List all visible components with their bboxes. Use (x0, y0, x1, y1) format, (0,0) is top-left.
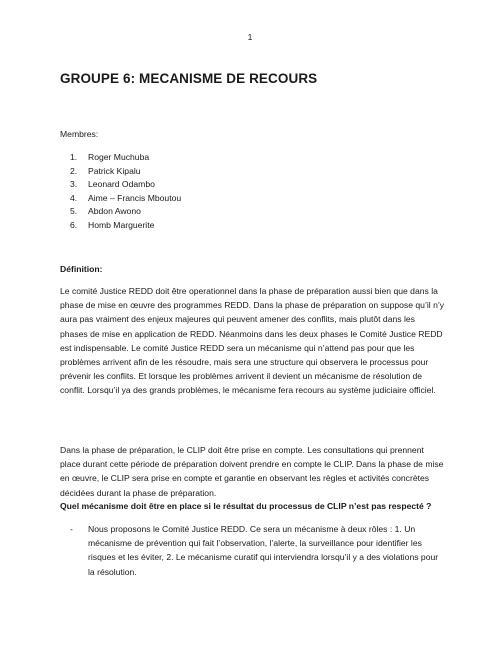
definition-heading: Définition: (60, 264, 103, 274)
member-name: Leonard Odambo (88, 179, 155, 190)
member-number: 2. (70, 165, 78, 176)
bullet-dash: - (70, 524, 73, 534)
member-item (70, 205, 181, 219)
member-number: 1. (70, 152, 78, 162)
member-name: Patrick Kipalu (88, 165, 141, 176)
member-item (70, 219, 181, 233)
member-name: Homb Marguerite (88, 219, 155, 230)
member-number: 3. (70, 179, 78, 190)
member-item (70, 151, 181, 165)
bullet-text: Nous proposons le Comité Justice REDD. Ce sera un mécanisme à deux rôles : 1. Un mécanisme de prévention qui fait l’observation, l’alerte, la surveillance pour identifier les risques et les éviter, 2. Le mécanisme curatif qui interviendra lorsqu’il y a des violations pour la résolution. (88, 524, 439, 577)
member-number: 5. (70, 206, 78, 217)
page-number: 1 (247, 32, 253, 42)
member-list (70, 151, 181, 233)
member-number: 6. (70, 219, 78, 230)
members-label: Membres: (60, 129, 99, 139)
question-heading: Quel mécanisme doit être en place si le résultat du processus de CLIP n’est pas respecté ? (60, 501, 432, 511)
member-item (70, 192, 181, 206)
document-title: GROUPE 6: MECANISME DE RECOURS (60, 71, 318, 86)
member-item (70, 178, 181, 192)
member-name: Roger Muchuba (88, 152, 150, 162)
clip-paragraph: Dans la phase de préparation, le CLIP doit être prise en compte. Les consultations qui prennent place durant cette période de préparation doivent prendre en compte le CLIP. Dans la phase de mise en œuvre, le CLIP sera prise en compte et garantie en observant les règles et activités concrètes décidées durant la phase de préparation. (60, 445, 444, 498)
definition-paragraph: Le comité Justice REDD doit être operationnel dans la phase de préparation aussi bien que dans la phase de mise en œuvre des programmes REDD. Dans la phase de préparation on suppose qu’il n’y aura pas vraiment des enjeux majeures qui peuvent amener des conflits, mais plutôt dans les phases de mise en application de REDD. Néanmoins dans les deux phases le Comité Justice REDD est indispensable. Le comité Justice REDD sera un mécanisme qui n’attend pas pour que les problèmes arrivent afin de les résoudre, mais sera une structure qui observera le processus pour prévenir les conflits. Et lorsque les problèmes arrivent il devient un mécanisme de résolution de conflit. Lorsqu’il ya des grands problèmes, le mécanisme fera recours au système judiciaire officiel. (60, 286, 445, 396)
member-number: 4. (70, 192, 78, 203)
member-name: Aime – Francis Mboutou (88, 192, 182, 203)
member-name: Abdon Awono (88, 206, 141, 217)
member-item (70, 165, 181, 179)
bullet-item (70, 522, 445, 579)
